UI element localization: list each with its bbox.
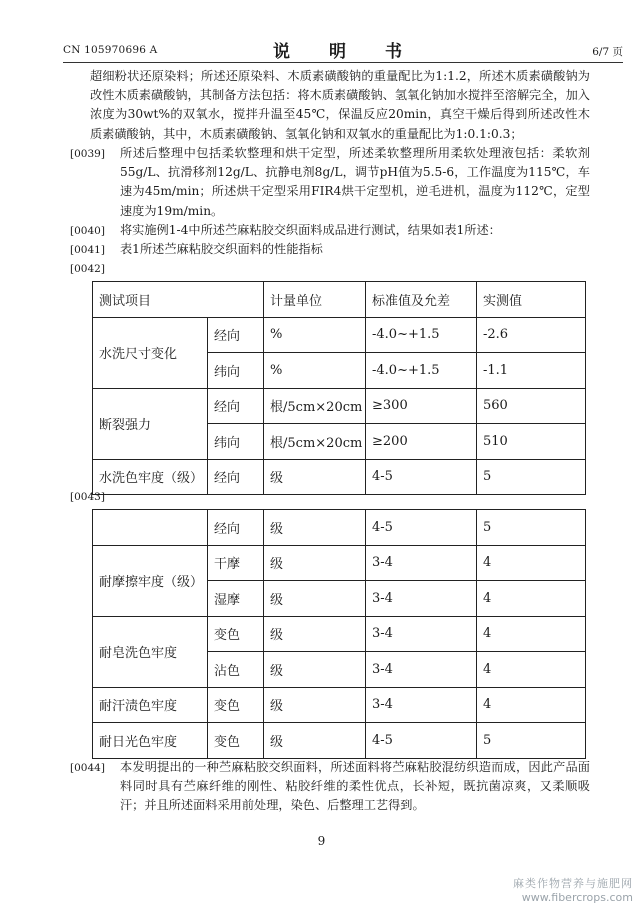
- measured-cell: 4: [477, 652, 586, 688]
- paragraph-text: 本发明提出的一种苎麻粘胶交织面料，所述面料将苎麻粘胶混纺织造而成，因此产品面料同时具有苎麻纤维的刚性、粘胶纤维的柔性优点，长补短，既抗菌凉爽，又柔顺吸汗；并且所述面料采用前处理，染色、后整理工艺得到。: [120, 760, 590, 813]
- unit-cell: 级: [264, 723, 366, 759]
- paragraph-tag-0042: [0042]: [70, 263, 105, 275]
- test-item-cell: 水洗尺寸变化: [93, 317, 208, 388]
- paragraph-text: 超细粉状还原染料；所述还原染料、木质素磺酸钠的重量配比为1:1.2，所述木质素磺酸钠为改性木质素磺酸钠，其制备方法包括：将木质素磺酸钠、氢氧化钠加水搅拌至溶解完全，加入浓度为30wt%的双氧水，搅拌升温至45℃，保温反应20min，真空干燥后得到所述改性木质素磺酸钠，其中，木质素磺酸钠、氢氧化钠和双氧水的重量配比为1:0.1:0.3；: [90, 69, 590, 141]
- unit-cell: 级: [264, 581, 366, 617]
- unit-cell: 级: [264, 616, 366, 652]
- test-item-cell: 耐摩擦牢度（级）: [93, 545, 208, 616]
- measured-cell: 5: [477, 510, 586, 546]
- table-row: [93, 545, 586, 581]
- direction-cell: 经向: [208, 510, 264, 546]
- direction-cell: 经向: [208, 459, 264, 495]
- standard-cell: 4-5: [366, 459, 477, 495]
- paragraph-text: 所述后整理中包括柔软整理和烘干定型，所述柔软整理所用柔软处理液包括：柔软剂55g/L、抗滑移剂12g/L、抗静电剂8g/L，调节pH值为5.5-6，工作温度为115℃，车速为45m/min；所述烘干定型采用FIR4烘干定型机，逆毛进机，温度为112℃，定型速度为19m/min。: [120, 146, 590, 218]
- direction-cell: 纬向: [208, 424, 264, 460]
- measured-cell: -1.1: [477, 353, 586, 389]
- paragraph-0038-cont: [90, 67, 590, 144]
- paragraph-tag-0043: [0043]: [70, 491, 105, 503]
- standard-cell: ≥300: [366, 388, 477, 424]
- table-row: [93, 687, 586, 723]
- measured-cell: 4: [477, 581, 586, 617]
- document-header: [63, 36, 623, 63]
- table-caption: 表1所述苎麻粘胶交织面料的性能指标: [120, 242, 323, 256]
- header-test-item: 测试项目: [93, 282, 264, 318]
- table-row: [93, 459, 586, 495]
- page-indicator: 6/7 页: [592, 46, 623, 58]
- unit-cell: 级: [264, 687, 366, 723]
- measured-cell: 5: [477, 723, 586, 759]
- unit-cell: %: [264, 317, 366, 353]
- test-item-cell: 耐皂洗色牢度: [93, 616, 208, 687]
- unit-cell: 级: [264, 510, 366, 546]
- paragraph-0041: [120, 240, 590, 259]
- test-item-cell: [93, 510, 208, 546]
- patent-number: CN 105970696 A: [63, 44, 158, 56]
- measured-cell: 4: [477, 545, 586, 581]
- direction-cell: 纬向: [208, 353, 264, 389]
- site-watermark: [453, 875, 633, 904]
- paragraph-tag-0044: [0044]: [70, 762, 105, 774]
- unit-cell: 根/5cm×20cm: [264, 424, 366, 460]
- table-header-row: [93, 282, 586, 318]
- header-standard: 标准值及允差: [366, 282, 477, 318]
- paragraph-0040: [120, 221, 590, 240]
- unit-cell: 级: [264, 545, 366, 581]
- direction-cell: 经向: [208, 388, 264, 424]
- standard-cell: 3-4: [366, 581, 477, 617]
- document-title: 说 明 书: [273, 42, 413, 62]
- standard-cell: 4-5: [366, 510, 477, 546]
- paragraph-tag-0040: [0040]: [70, 225, 105, 237]
- performance-table-2: [92, 509, 586, 759]
- unit-cell: %: [264, 353, 366, 389]
- standard-cell: -4.0~+1.5: [366, 317, 477, 353]
- table-row: [93, 723, 586, 759]
- watermark-site-name: 麻类作物营养与施肥网: [513, 877, 633, 890]
- test-item-cell: 断裂强力: [93, 388, 208, 459]
- measured-cell: 4: [477, 687, 586, 723]
- standard-cell: -4.0~+1.5: [366, 353, 477, 389]
- direction-cell: 经向: [208, 317, 264, 353]
- unit-cell: 级: [264, 459, 366, 495]
- measured-cell: -2.6: [477, 317, 586, 353]
- measured-cell: 5: [477, 459, 586, 495]
- header-unit: 计量单位: [264, 282, 366, 318]
- table-row: [93, 510, 586, 546]
- test-item-cell: 水洗色牢度（级）: [93, 459, 208, 495]
- table-row: [93, 317, 586, 353]
- test-item-cell: 耐日光色牢度: [93, 723, 208, 759]
- paragraph-text: 将实施例1-4中所述苎麻粘胶交织面料成品进行测试，结果如表1所述：: [120, 223, 501, 237]
- direction-cell: 湿摩: [208, 581, 264, 617]
- paragraph-tag-0041: [0041]: [70, 244, 105, 256]
- page-number: 9: [317, 834, 326, 848]
- standard-cell: 3-4: [366, 545, 477, 581]
- standard-cell: 3-4: [366, 687, 477, 723]
- standard-cell: 3-4: [366, 616, 477, 652]
- standard-cell: 3-4: [366, 652, 477, 688]
- table-row: [93, 388, 586, 424]
- measured-cell: 560: [477, 388, 586, 424]
- standard-cell: 4-5: [366, 723, 477, 759]
- measured-cell: 510: [477, 424, 586, 460]
- unit-cell: 级: [264, 652, 366, 688]
- table-row: [93, 616, 586, 652]
- direction-cell: 变色: [208, 723, 264, 759]
- direction-cell: 干摩: [208, 545, 264, 581]
- direction-cell: 变色: [208, 616, 264, 652]
- paragraph-tag-0039: [0039]: [70, 148, 105, 160]
- performance-table-1: [92, 281, 586, 495]
- direction-cell: 变色: [208, 687, 264, 723]
- measured-cell: 4: [477, 616, 586, 652]
- header-measured: 实测值: [477, 282, 586, 318]
- standard-cell: ≥200: [366, 424, 477, 460]
- paragraph-0044: [120, 758, 590, 816]
- test-item-cell: 耐汗渍色牢度: [93, 687, 208, 723]
- unit-cell: 根/5cm×20cm: [264, 388, 366, 424]
- paragraph-0039: [120, 144, 590, 221]
- direction-cell: 沾色: [208, 652, 264, 688]
- watermark-url: www.fibercrops.com: [521, 891, 633, 904]
